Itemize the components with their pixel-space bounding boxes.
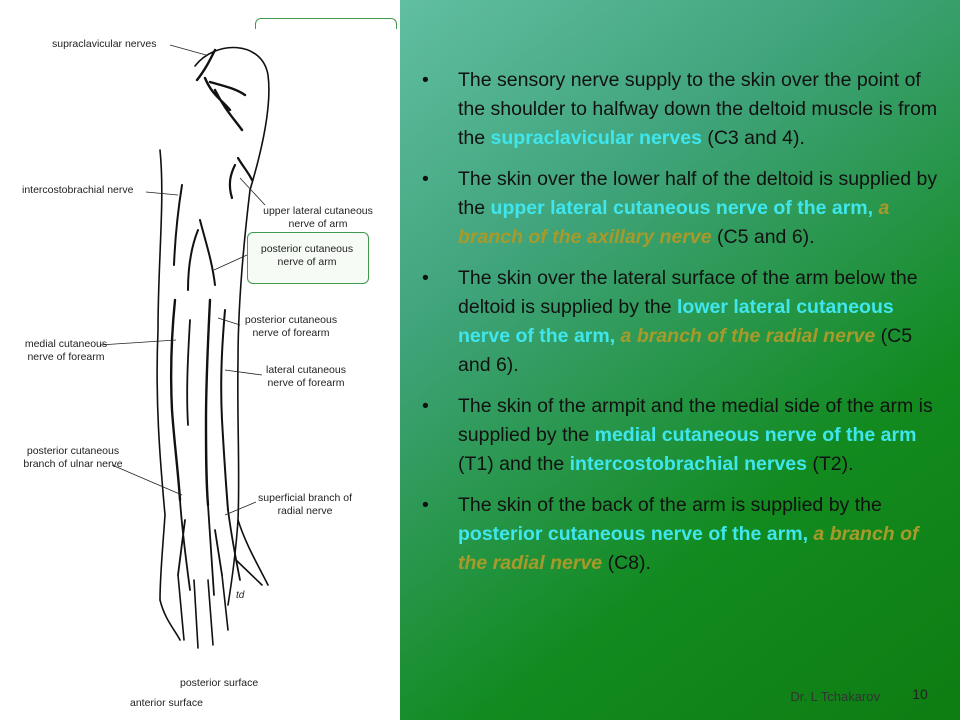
bullet-item bbox=[422, 66, 942, 153]
branch-note: a branch of the radial nerve bbox=[458, 523, 919, 574]
nerve-highlight: supraclavicular nerves bbox=[490, 127, 702, 149]
label-supraclavicular: supraclavicular nerves bbox=[52, 38, 157, 50]
bullet-text: The sensory nerve supply to the skin over the point of the shoulder to halfway down the deltoid muscle is from the bbox=[458, 69, 938, 149]
bullet-text: (C3 and 4). bbox=[701, 127, 805, 149]
label-intercostobrachial: intercostobrachial nerve bbox=[22, 184, 134, 196]
branch-note: a branch of the axillary nerve bbox=[458, 197, 890, 248]
footer-author: Dr. L Tchakarov bbox=[790, 689, 880, 704]
bullet-text: (C5 and 6). bbox=[458, 325, 913, 376]
bullet-list bbox=[422, 66, 942, 590]
branch-note: a branch of the radial nerve bbox=[615, 325, 876, 347]
label-superficial-radial: superficial branch of radial nerve bbox=[258, 492, 352, 517]
bullet-text: (C8). bbox=[602, 552, 651, 574]
bullet-text: (C5 and 6). bbox=[711, 226, 815, 248]
nerve-highlight: lower lateral cutaneous nerve of the arm, bbox=[458, 296, 894, 347]
nerve-highlight: upper lateral cutaneous nerve of the arm, bbox=[490, 197, 874, 219]
label-posterior-arm: posterior cutaneous nerve of arm bbox=[260, 243, 354, 268]
nerve-highlight: posterior cutaneous nerve of the arm, bbox=[458, 523, 809, 545]
nerve-highlight: intercostobrachial nerves bbox=[569, 453, 807, 475]
label-lateral-forearm: lateral cutaneous nerve of forearm bbox=[266, 364, 346, 389]
bullet-text: (T2). bbox=[806, 453, 854, 475]
bullet-marker: • bbox=[422, 395, 429, 417]
highlight-box-top bbox=[255, 18, 397, 29]
label-medial-forearm: medial cutaneous nerve of forearm bbox=[24, 338, 108, 363]
label-posterior-ulnar: posterior cutaneous branch of ulnar nerve bbox=[23, 445, 123, 470]
bullet-marker: • bbox=[422, 168, 429, 190]
bullet-item bbox=[422, 491, 942, 578]
label-posterior-surface: posterior surface bbox=[180, 677, 259, 689]
label-upper-lateral: upper lateral cutaneous nerve of arm bbox=[263, 205, 373, 230]
label-posterior-forearm: posterior cutaneous nerve of forearm bbox=[244, 314, 338, 339]
bullet-text: (T1) and the bbox=[458, 453, 570, 475]
bullet-text: The skin of the back of the arm is supplied by the bbox=[458, 494, 882, 516]
bullet-item bbox=[422, 264, 942, 380]
page-number: 10 bbox=[912, 686, 928, 702]
bullet-marker: • bbox=[422, 267, 429, 289]
bullet-item bbox=[422, 392, 942, 479]
nerve-highlight: medial cutaneous nerve of the arm bbox=[594, 424, 917, 446]
arm-nerve-figure bbox=[0, 0, 400, 720]
bullet-item bbox=[422, 165, 942, 252]
bullet-marker: • bbox=[422, 69, 429, 91]
label-anterior-surface: anterior surface bbox=[130, 697, 203, 709]
bullet-text: The skin over the lateral surface of the arm below the deltoid is supplied by the bbox=[458, 267, 918, 318]
bullet-marker: • bbox=[422, 494, 429, 516]
artist-signature: td bbox=[236, 590, 245, 601]
bullet-text: The skin of the armpit and the medial side of the arm is supplied by the bbox=[458, 395, 933, 446]
bullet-text: The skin over the lower half of the deltoid is supplied by the bbox=[458, 168, 938, 219]
